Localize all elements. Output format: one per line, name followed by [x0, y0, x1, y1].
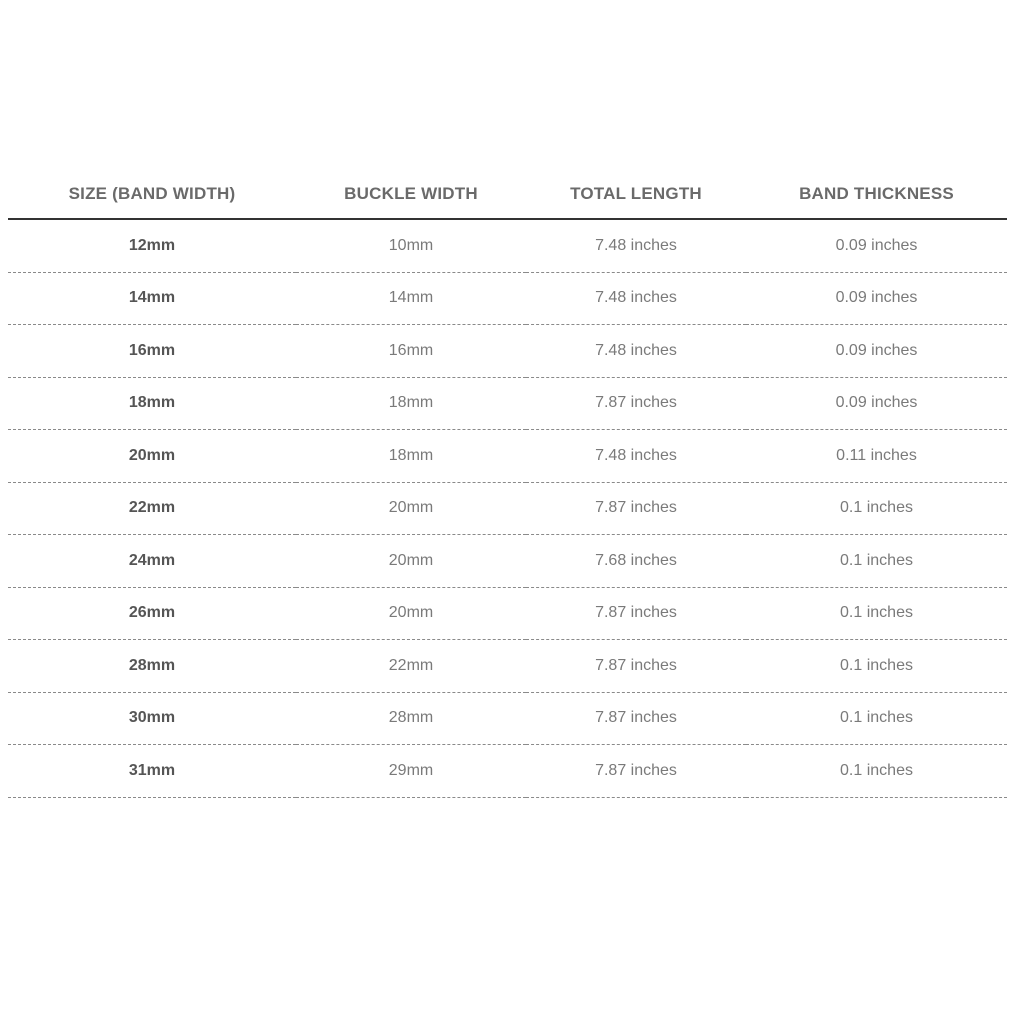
size-cell: 30mm — [8, 692, 296, 745]
size-cell: 14mm — [8, 272, 296, 325]
total-length-cell: 7.87 inches — [526, 692, 746, 745]
buckle-width-cell: 20mm — [296, 535, 526, 588]
buckle-width-cell: 18mm — [296, 377, 526, 430]
size-cell: 18mm — [8, 377, 296, 430]
table-row — [8, 745, 1007, 798]
header-total-length: TOTAL LENGTH — [526, 170, 746, 219]
table-body — [8, 219, 1007, 797]
total-length-cell: 7.68 inches — [526, 535, 746, 588]
band-thickness-cell: 0.09 inches — [746, 219, 1007, 272]
band-thickness-cell: 0.09 inches — [746, 272, 1007, 325]
table-row — [8, 482, 1007, 535]
header-band-thickness: BAND THICKNESS — [746, 170, 1007, 219]
table-row — [8, 535, 1007, 588]
band-thickness-cell: 0.1 inches — [746, 482, 1007, 535]
table-row — [8, 430, 1007, 483]
total-length-cell: 7.87 inches — [526, 640, 746, 693]
buckle-width-cell: 22mm — [296, 640, 526, 693]
total-length-cell: 7.48 inches — [526, 430, 746, 483]
size-chart-table — [8, 170, 1007, 798]
size-cell: 12mm — [8, 219, 296, 272]
band-thickness-cell: 0.1 inches — [746, 692, 1007, 745]
table-row — [8, 587, 1007, 640]
total-length-cell: 7.87 inches — [526, 587, 746, 640]
size-cell: 16mm — [8, 325, 296, 378]
buckle-width-cell: 20mm — [296, 587, 526, 640]
buckle-width-cell: 16mm — [296, 325, 526, 378]
header-size-band-width: SIZE (BAND WIDTH) — [8, 170, 296, 219]
table-row — [8, 640, 1007, 693]
size-cell: 24mm — [8, 535, 296, 588]
buckle-width-cell: 10mm — [296, 219, 526, 272]
total-length-cell: 7.87 inches — [526, 377, 746, 430]
size-cell: 26mm — [8, 587, 296, 640]
buckle-width-cell: 18mm — [296, 430, 526, 483]
table-row — [8, 692, 1007, 745]
band-thickness-cell: 0.11 inches — [746, 430, 1007, 483]
total-length-cell: 7.48 inches — [526, 272, 746, 325]
header-row — [8, 170, 1007, 219]
size-cell: 28mm — [8, 640, 296, 693]
band-thickness-cell: 0.1 inches — [746, 587, 1007, 640]
table-row — [8, 272, 1007, 325]
size-cell: 20mm — [8, 430, 296, 483]
total-length-cell: 7.48 inches — [526, 219, 746, 272]
band-thickness-cell: 0.1 inches — [746, 535, 1007, 588]
table-row — [8, 219, 1007, 272]
header-buckle-width: BUCKLE WIDTH — [296, 170, 526, 219]
size-cell: 31mm — [8, 745, 296, 798]
total-length-cell: 7.48 inches — [526, 325, 746, 378]
band-thickness-cell: 0.09 inches — [746, 377, 1007, 430]
table-row — [8, 325, 1007, 378]
band-thickness-cell: 0.09 inches — [746, 325, 1007, 378]
buckle-width-cell: 29mm — [296, 745, 526, 798]
buckle-width-cell: 20mm — [296, 482, 526, 535]
total-length-cell: 7.87 inches — [526, 745, 746, 798]
buckle-width-cell: 14mm — [296, 272, 526, 325]
band-thickness-cell: 0.1 inches — [746, 745, 1007, 798]
band-thickness-cell: 0.1 inches — [746, 640, 1007, 693]
table-row — [8, 377, 1007, 430]
buckle-width-cell: 28mm — [296, 692, 526, 745]
size-cell: 22mm — [8, 482, 296, 535]
total-length-cell: 7.87 inches — [526, 482, 746, 535]
